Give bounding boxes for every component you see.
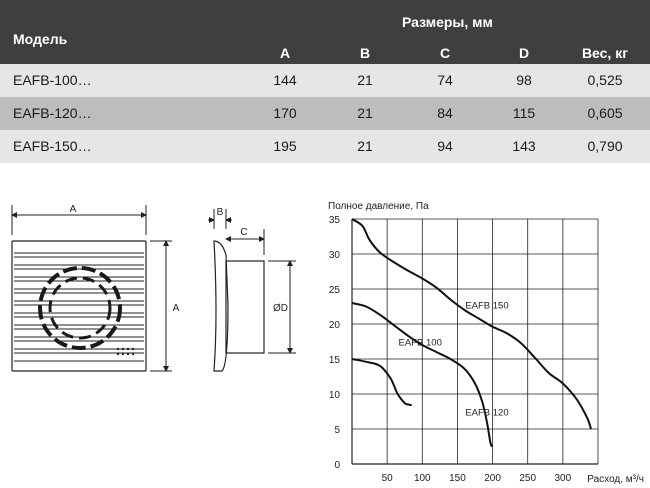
series-line-eafb-100 [352, 359, 412, 405]
chart-xlabel: Расход, м³/ч [587, 474, 644, 485]
cell-model: EAFB-150… [13, 138, 92, 154]
front-view [12, 205, 172, 371]
cell-d: 143 [512, 138, 536, 154]
cell-d: 98 [516, 72, 532, 88]
y-axis-ticks [329, 215, 341, 471]
header-col-weight: Вес, кг [581, 45, 629, 61]
cell-weight: 0,605 [587, 105, 623, 121]
side-flange-label: C [240, 227, 248, 238]
spec-table [0, 0, 650, 163]
x-tick-label: 250 [519, 473, 537, 484]
cell-c: 94 [437, 138, 453, 154]
chart-series [352, 219, 591, 447]
front-height-label: A [172, 303, 180, 314]
series-label: EAFB 120 [465, 407, 509, 419]
table-row [0, 130, 650, 163]
x-tick-label: 150 [449, 473, 466, 484]
fan-dimension-drawing [0, 195, 320, 385]
header-model: Модель [13, 31, 68, 47]
pressure-flow-chart [322, 195, 650, 488]
series-label: EAFB 100 [398, 337, 442, 349]
table-row [0, 64, 650, 97]
cell-a: 195 [273, 138, 297, 154]
front-width-label: A [69, 204, 77, 215]
cell-b: 21 [357, 105, 373, 121]
x-tick-label: 100 [413, 473, 431, 484]
header-col-a: A [279, 45, 291, 61]
y-tick-label: 15 [328, 355, 340, 366]
cell-weight: 0,525 [587, 72, 623, 88]
y-tick-label: 20 [328, 320, 340, 331]
cell-b: 21 [357, 138, 373, 154]
y-tick-label: 10 [328, 390, 340, 401]
cell-c: 84 [437, 105, 453, 121]
cell-c: 74 [437, 72, 453, 88]
x-axis-ticks [382, 473, 572, 484]
series-label: EAFB 150 [465, 300, 509, 312]
cell-d: 115 [512, 105, 536, 121]
cell-model: EAFB-120… [13, 105, 92, 121]
side-diameter-label: ØD [273, 303, 288, 314]
side-depth-label: B [216, 207, 224, 218]
header-col-b: B [359, 45, 371, 61]
header-col-d: D [518, 45, 530, 61]
table-row [0, 97, 650, 130]
x-tick-label: 200 [484, 473, 501, 484]
table-header [0, 0, 650, 64]
chart-ylabel: Полное давление, Па [328, 201, 429, 212]
cell-model: EAFB-100… [13, 72, 92, 88]
cell-b: 21 [357, 72, 373, 88]
cell-weight: 0,790 [587, 138, 623, 154]
chart-grid [352, 219, 598, 464]
y-tick-label: 25 [328, 285, 340, 296]
cell-a: 170 [273, 105, 297, 121]
x-tick-label: 300 [554, 473, 572, 484]
header-col-c: C [439, 45, 451, 61]
y-tick-label: 30 [328, 250, 340, 261]
cell-a: 144 [273, 72, 297, 88]
y-tick-label: 35 [328, 215, 340, 226]
side-view [208, 209, 296, 371]
y-tick-label: 5 [334, 425, 340, 436]
x-tick-label: 50 [381, 473, 393, 484]
y-tick-label: 0 [334, 460, 340, 471]
header-sizes: Размеры, мм [402, 14, 493, 30]
